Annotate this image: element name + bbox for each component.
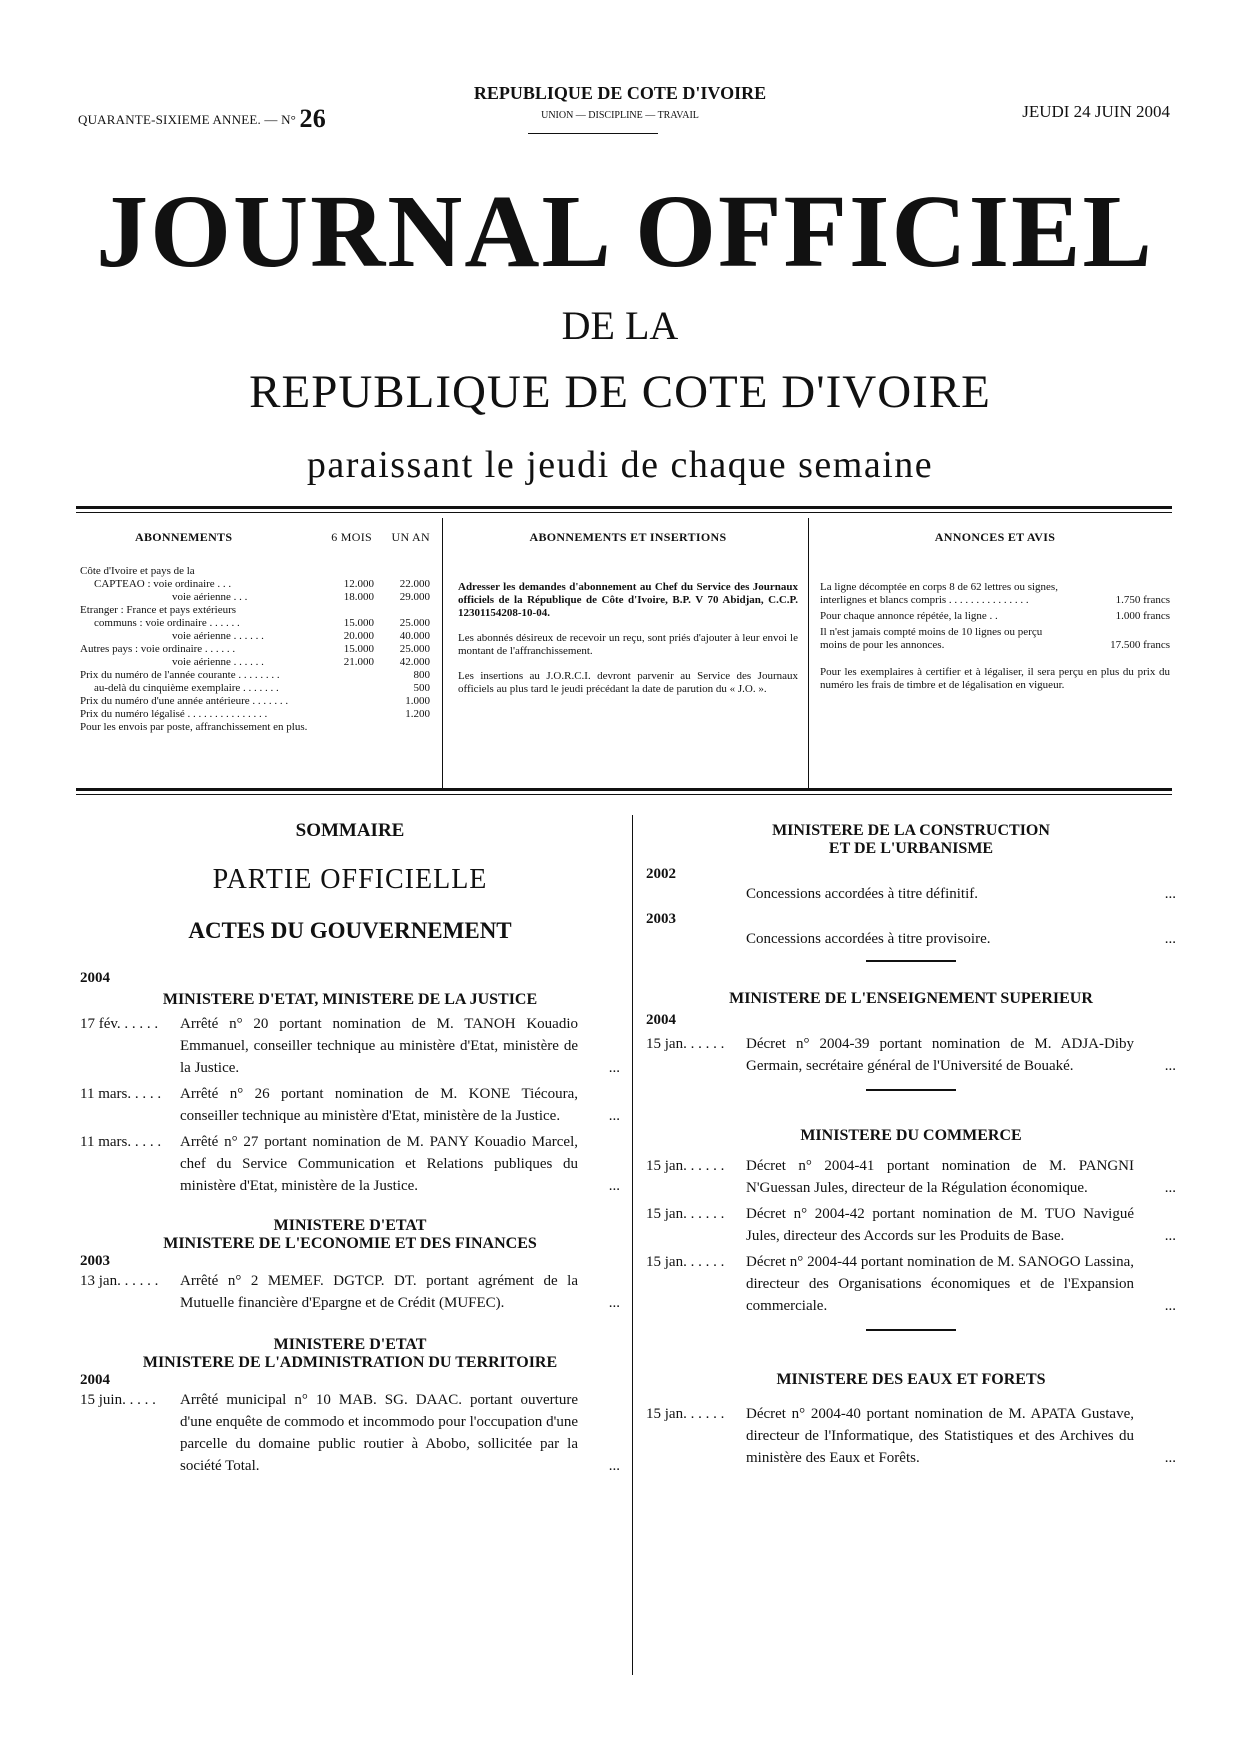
entry-dots: ... — [1164, 1180, 1176, 1196]
box-divider-2 — [808, 518, 809, 788]
subscription-6mois-value: 15.000 — [343, 617, 374, 629]
subscription-1an-value: 1.200 — [405, 708, 430, 720]
subscription-label: Prix du numéro de l'année courante . . . . . . . . — [80, 669, 280, 681]
separator-rule-2 — [866, 1089, 956, 1091]
entry-date: 15 jan. . . . . . — [646, 1254, 725, 1270]
territoire-entries — [80, 1389, 620, 1477]
justice-year: 2004 — [80, 970, 110, 986]
insertions-box — [458, 530, 798, 696]
construction-item-1-dots: ... — [1164, 886, 1176, 902]
subscription-1an-value — [374, 721, 430, 734]
subscription-label: Côte d'Ivoire et pays de la — [80, 565, 195, 577]
masthead-title: JOURNAL OFFICIEL — [96, 174, 1154, 289]
subscription-row — [80, 669, 430, 682]
masthead-de-la: DE LA — [561, 303, 679, 348]
territoire-ministry-1: MINISTERE D'ETAT — [273, 1336, 427, 1353]
annonce-row — [820, 626, 1170, 652]
issue-number: 26 — [299, 104, 326, 133]
col-6mois: 6 MOIS — [331, 530, 372, 544]
entry-text: Décret n° 2004-44 portant nomination de M. SANOGO Lassina, directeur des Organisations économiques et de l'Expansion commerciale. — [746, 1254, 1134, 1314]
year-label: QUARANTE-SIXIEME ANNEE. — N° — [78, 112, 297, 127]
annonce-amount: 17.500 francs — [1110, 639, 1170, 651]
entry-date: 15 jan. . . . . . — [646, 1158, 725, 1174]
entry-dots: ... — [608, 1458, 620, 1474]
subscription-label: Pour les envois par poste, affranchissement en plus. — [80, 721, 308, 733]
entry-date: 11 mars. . . . . — [80, 1134, 162, 1150]
entry-text: Décret n° 2004-40 portant nomination de M. APATA Gustave, directeur de l'Informatique, des Statistiques et des Archives du ministère des Eaux et Forêts. — [746, 1406, 1134, 1466]
insertions-para-2: Les abonnés désireux de recevoir un reçu, sont priés d'ajouter à leur envoi le montant de l'affranchissement. — [458, 632, 798, 657]
justice-entry — [80, 1013, 620, 1079]
subscription-label: voie aérienne . . . . . . — [172, 656, 264, 668]
entry-dots: ... — [608, 1295, 620, 1311]
masthead-republic: REPUBLIQUE DE COTE D'IVOIRE — [249, 366, 991, 418]
subscription-1an-value: 40.000 — [399, 630, 430, 642]
subscriptions-rows — [80, 565, 430, 734]
sommaire-title: SOMMAIRE — [295, 820, 405, 841]
box-divider-1 — [442, 518, 443, 788]
subscription-row — [80, 708, 430, 721]
entry-text: Arrêté n° 20 portant nomination de M. TANOH Kouadio Emmanuel, conseiller technique au ministère d'Etat, ministère de la Justice. — [180, 1016, 578, 1076]
annonces-rows — [820, 581, 1170, 652]
eaux-ministry: MINISTERE DES EAUX ET FORETS — [776, 1371, 1046, 1388]
entry-date: 15 jan. . . . . . — [646, 1406, 725, 1422]
subscription-row — [80, 578, 430, 591]
subscription-row — [80, 617, 430, 630]
construction-item-1-text: Concessions accordées à titre définitif. — [746, 886, 979, 902]
issue-line — [78, 104, 326, 134]
entry-dots: ... — [1164, 1450, 1176, 1466]
construction-item-2 — [646, 928, 1176, 950]
subscription-label: Prix du numéro légalisé . . . . . . . . . . . . . . . — [80, 708, 268, 720]
subscription-1an-value: 500 — [413, 682, 430, 694]
subscription-label: au-delà du cinquième exemplaire . . . . . . . — [94, 682, 279, 694]
subscriptions-title: ABONNEMENTS — [135, 530, 233, 544]
territoire-ministry-2: MINISTERE DE L'ADMINISTRATION DU TERRITOIRE — [142, 1354, 558, 1371]
entry-text: Décret n° 2004-42 portant nomination de M. TUO Navigué Jules, directeur des Accords sur les Produits de Base. — [746, 1206, 1134, 1244]
subscription-row — [80, 695, 430, 708]
national-motto: UNION — DISCIPLINE — TRAVAIL — [541, 110, 699, 121]
subscription-6mois-value — [322, 708, 374, 721]
separator-rule-1 — [866, 960, 956, 962]
finances-ministry-1: MINISTERE D'ETAT — [273, 1217, 427, 1234]
separator-rule-3 — [866, 1329, 956, 1331]
finances-ministry-2: MINISTERE DE L'ECONOMIE ET DES FINANCES — [163, 1235, 537, 1252]
construction-year-1: 2002 — [646, 866, 676, 882]
subscription-1an-value: 800 — [413, 669, 430, 681]
construction-year-2: 2003 — [646, 911, 676, 927]
finances-entry — [80, 1270, 620, 1314]
subscription-row — [80, 682, 430, 695]
entry-date: 15 jan. . . . . . — [646, 1036, 725, 1052]
entry-date: 13 jan. . . . . . — [80, 1273, 159, 1289]
subscriptions-box — [80, 530, 430, 734]
subscription-row — [80, 721, 430, 734]
annonces-note: Pour les exemplaires à certifier et à légaliser, il sera perçu en plus du prix du numéro les frais de timbre et de légalisation en vigueur. — [820, 666, 1170, 691]
subscription-1an-value: 42.000 — [399, 656, 430, 668]
insertions-para-1: Adresser les demandes d'abonnement au Chef du Service des Journaux officiels de la République de Côte d'Ivoire, B.P. V 70 Abidjan, C.C.P. 12301154208-10-04. — [458, 581, 798, 619]
annonce-amount: 1.000 francs — [1115, 610, 1170, 622]
subscription-row — [80, 643, 430, 656]
subscription-1an-value: 25.000 — [399, 643, 430, 655]
eaux-entries — [646, 1403, 1176, 1469]
subscription-row — [80, 604, 430, 617]
subscription-6mois-value: 21.000 — [343, 656, 374, 668]
subscription-6mois-value — [322, 682, 374, 695]
subscription-6mois-value: 20.000 — [343, 630, 374, 642]
entry-text: Arrêté municipal n° 10 MAB. SG. DAAC. portant ouverture d'une enquête de commodo et incommodo pour l'occupation d'une parcelle du domaine public routier à Abobo, sollicitée par la société Total. — [180, 1392, 578, 1474]
actes-heading: ACTES DU GOUVERNEMENT — [188, 918, 512, 943]
enseignement-entry — [646, 1033, 1176, 1077]
entry-dots: ... — [608, 1178, 620, 1194]
construction-item-2-dots: ... — [1164, 931, 1176, 947]
subscription-row — [80, 565, 430, 578]
subscription-label: CAPTEAO : voie ordinaire . . . — [94, 578, 232, 590]
construction-ministry-1: MINISTERE DE LA CONSTRUCTION — [772, 822, 1050, 839]
annonce-label: La ligne décomptée en corps 8 de 62 lettres ou signes, interlignes et blancs compris . . . . . . . . . . . . . . . — [820, 581, 1058, 606]
subscription-6mois-value — [322, 669, 374, 682]
entry-date: 17 fév. . . . . . — [80, 1016, 159, 1032]
subscription-1an-value: 29.000 — [399, 591, 430, 603]
enseignement-entries — [646, 1033, 1176, 1077]
entry-date: 15 juin. . . . . — [80, 1392, 156, 1408]
subscription-label: communs : voie ordinaire . . . . . . — [94, 617, 240, 629]
insertions-title: ABONNEMENTS ET INSERTIONS — [529, 530, 727, 544]
annonces-box — [820, 530, 1170, 692]
entry-dots: ... — [1164, 1058, 1176, 1074]
subscription-1an-value: 25.000 — [399, 617, 430, 629]
entry-text: Arrêté n° 27 portant nomination de M. PANY Kouadio Marcel, chef du Service Communication et Relations publiques du ministère d'Etat, ministère de la Justice. — [180, 1134, 578, 1194]
subscription-6mois-value — [322, 604, 374, 617]
entry-date: 15 jan. . . . . . — [646, 1206, 725, 1222]
construction-ministry-2: ET DE L'URBANISME — [828, 840, 994, 857]
subscription-row — [80, 656, 430, 669]
subscription-label: voie aérienne . . . . . . — [172, 630, 264, 642]
annonce-label: Il n'est jamais compté moins de 10 lignes ou perçu moins de pour les annonces. — [820, 626, 1043, 651]
subscription-6mois-value: 15.000 — [343, 643, 374, 655]
enseignement-year: 2004 — [646, 1012, 676, 1028]
subscription-6mois-value — [322, 721, 374, 734]
entry-dots: ... — [608, 1060, 620, 1076]
subscription-label: Etranger : France et pays extérieurs — [80, 604, 237, 616]
justice-entry — [80, 1131, 620, 1197]
entry-dots: ... — [608, 1108, 620, 1124]
commerce-entry — [646, 1203, 1176, 1247]
subscription-1an-value: 1.000 — [405, 695, 430, 707]
annonce-amount: 1.750 francs — [1115, 594, 1170, 606]
finances-entries — [80, 1270, 620, 1314]
entry-text: Arrêté n° 2 MEMEF. DGTCP. DT. portant agrément de la Mutuelle financière d'Epargne et de Crédit (MUFEC). — [180, 1273, 578, 1311]
subscription-row — [80, 630, 430, 643]
masthead-tagline: paraissant le jeudi de chaque semaine — [306, 444, 934, 486]
subscription-1an-value — [374, 565, 430, 578]
commerce-ministry: MINISTERE DU COMMERCE — [800, 1127, 1022, 1144]
divider-bottom — [76, 788, 1172, 795]
territoire-year: 2004 — [80, 1372, 110, 1388]
subscription-row — [80, 591, 430, 604]
subscription-6mois-value: 12.000 — [343, 578, 374, 590]
territoire-entry — [80, 1389, 620, 1477]
subscription-6mois-value — [322, 695, 374, 708]
partie-officielle-heading: PARTIE OFFICIELLE — [212, 864, 488, 895]
issue-date: JEUDI 24 JUIN 2004 — [1022, 102, 1170, 121]
subscription-6mois-value: 18.000 — [343, 591, 374, 603]
entry-text: Décret n° 2004-41 portant nomination de M. PANGNI N'Guessan Jules, directeur de la Régulation économique. — [746, 1158, 1134, 1196]
construction-item-2-text: Concessions accordées à titre provisoire. — [746, 931, 991, 947]
subscription-label: Prix du numéro d'une année antérieure . . . . . . . — [80, 695, 289, 707]
subscription-1an-value — [374, 604, 430, 617]
column-divider — [632, 815, 633, 1675]
motto-underline — [528, 133, 658, 134]
sommaire-right-column — [646, 822, 1176, 1473]
subscription-label: Autres pays : voie ordinaire . . . . . . — [80, 643, 236, 655]
divider-top — [76, 506, 1172, 513]
insertions-para-3: Les insertions au J.O.R.C.I. devront parvenir au Service des Journaux officiels au plus tard le jeudi précédant la date de parution du « J.O. ». — [458, 670, 798, 695]
annonce-row — [820, 581, 1170, 607]
justice-ministry: MINISTERE D'ETAT, MINISTERE DE LA JUSTICE — [162, 991, 538, 1008]
annonce-row — [820, 610, 1170, 623]
col-1an: UN AN — [391, 530, 430, 544]
commerce-entry — [646, 1251, 1176, 1317]
commerce-entries — [646, 1155, 1176, 1317]
entry-text: Arrêté n° 26 portant nomination de M. KONE Tiécoura, conseiller technique au ministère d'Etat, ministère de la Justice. — [180, 1086, 578, 1124]
finances-year: 2003 — [80, 1253, 110, 1269]
justice-entries — [80, 1013, 620, 1197]
eaux-entry — [646, 1403, 1176, 1469]
annonces-title: ANNONCES ET AVIS — [934, 530, 1056, 544]
subscription-label: voie aérienne . . . — [172, 591, 248, 603]
annonce-label: Pour chaque annonce répétée, la ligne . . — [820, 610, 998, 622]
sommaire-left-column — [80, 820, 620, 1481]
entry-text: Décret n° 2004-39 portant nomination de M. ADJA-Diby Germain, secrétaire général de l'Université de Bouaké. — [746, 1036, 1134, 1074]
commerce-entry — [646, 1155, 1176, 1199]
subscription-6mois-value — [322, 565, 374, 578]
enseignement-ministry: MINISTERE DE L'ENSEIGNEMENT SUPERIEUR — [729, 990, 1093, 1007]
subscription-1an-value: 22.000 — [399, 578, 430, 590]
justice-entry — [80, 1083, 620, 1127]
entry-dots: ... — [1164, 1228, 1176, 1244]
construction-item-1 — [646, 883, 1176, 905]
country-heading: REPUBLIQUE DE COTE D'IVOIRE — [473, 83, 767, 103]
entry-dots: ... — [1164, 1298, 1176, 1314]
entry-date: 11 mars. . . . . — [80, 1086, 162, 1102]
